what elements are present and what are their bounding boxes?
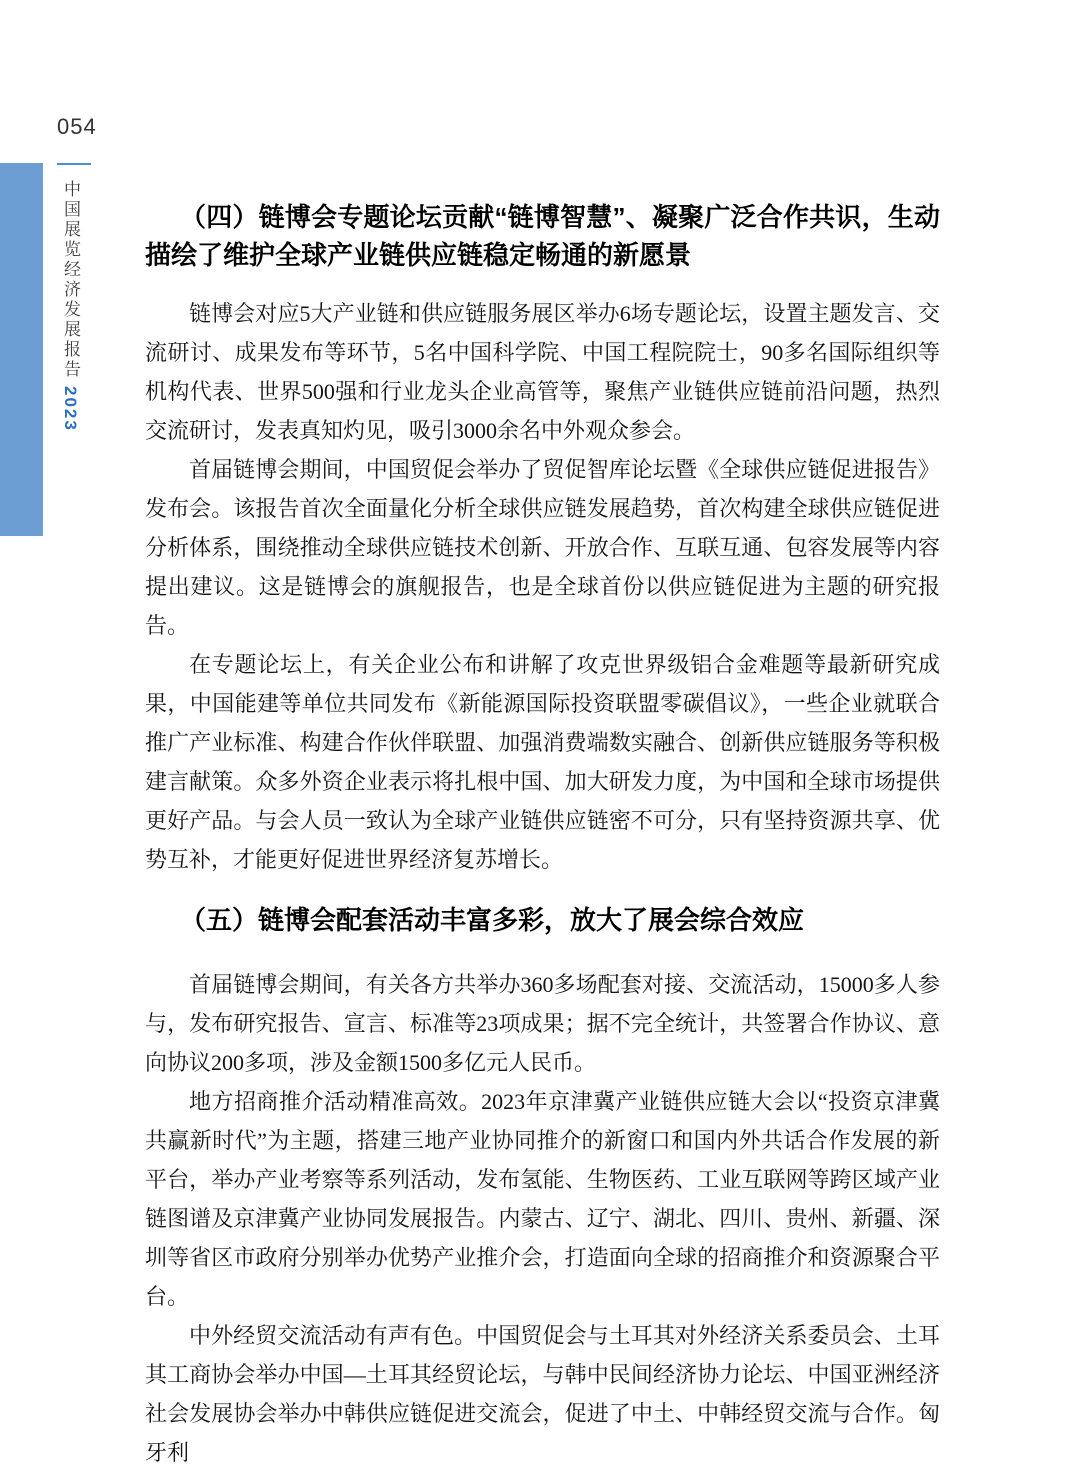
section-heading-four: （四）链博会专题论坛贡献“链博智慧”、凝聚广泛合作共识，生动描绘了维护全球产业链供应链稳定畅通的新愿景 — [145, 202, 940, 270]
paragraph: 首届链博会期间，中国贸促会举办了贸促智库论坛暨《全球供应链促进报告》发布会。该报告首次全面量化分析全球供应链发展趋势，首次构建全球供应链促进分析体系，围绕推动全球供应链技术创新、开放合作、互联互通、包容发展等内容提出建议。这是链博会的旗舰报告，也是全球首份以供应链促进为主题的研究报告。 — [145, 457, 940, 638]
report-title-text: 中国展览经济发展报告 — [61, 180, 80, 380]
paragraph: 地方招商推介活动精准高效。2023年京津冀产业链供应链大会以“投资京津冀共赢新时代”为主题，搭建三地产业协同推介的新窗口和国内外共话合作发展的新平台，举办产业考察等系列活动，发布氢能、生物医药、工业互联网等跨区域产业链图谱及京津冀产业协同发展报告。内蒙古、辽宁、湖北、四川、贵州、新疆、深圳等省区市政府分别举办优势产业推介会，打造面向全球的招商推介和资源聚合平台。 — [145, 1089, 940, 1309]
document-body — [145, 0, 940, 1472]
paragraph: 首届链博会期间，有关各方共举办360多场配套对接、交流活动，15000多人参与，发布研究报告、宣言、标准等23项成果；据不完全统计，共签署合作协议、意向协议200多项，涉及金额1500多亿元人民币。 — [145, 972, 940, 1075]
page-number-rule — [57, 163, 91, 165]
section-heading-five: （五）链博会配套活动丰富多彩，放大了展会综合效应 — [180, 905, 805, 935]
report-year-text: 2023 — [61, 386, 80, 432]
sidebar-accent-bar — [0, 163, 43, 536]
paragraph: 中外经贸交流活动有声有色。中国贸促会与土耳其对外经济关系委员会、土耳其工商协会举办中国—土耳其经贸论坛，与韩中民间经济协力论坛、中国亚洲经济社会发展协会举办中韩供应链促进交流会，促进了中土、中韩经贸交流与合作。匈牙利 — [145, 1323, 940, 1465]
paragraph: 在专题论坛上，有关企业公布和讲解了攻克世界级铝合金难题等最新研究成果，中国能建等单位共同发布《新能源国际投资联盟零碳倡议》，一些企业就联合推广产业标准、构建合作伙伴联盟、加强消费端数实融合、创新供应链服务等积极建言献策。众多外资企业表示将扎根中国、加大研发力度，为中国和全球市场提供更好产品。与会人员一致认为全球产业链供应链密不可分，只有坚持资源共享、优势互补，才能更好促进世界经济复苏增长。 — [145, 652, 940, 872]
page-number: 054 — [57, 114, 97, 139]
report-title-vertical — [58, 180, 83, 480]
paragraph: 链博会对应5大产业链和供应链服务展区举办6场专题论坛，设置主题发言、交流研讨、成果发布等环节，5名中国科学院、中国工程院院士，90多名国际组织等机构代表、世界500强和行业龙头企业高管等，聚焦产业链供应链前沿问题，热烈交流研讨，发表真知灼见，吸引3000余名中外观众参会。 — [145, 301, 940, 443]
